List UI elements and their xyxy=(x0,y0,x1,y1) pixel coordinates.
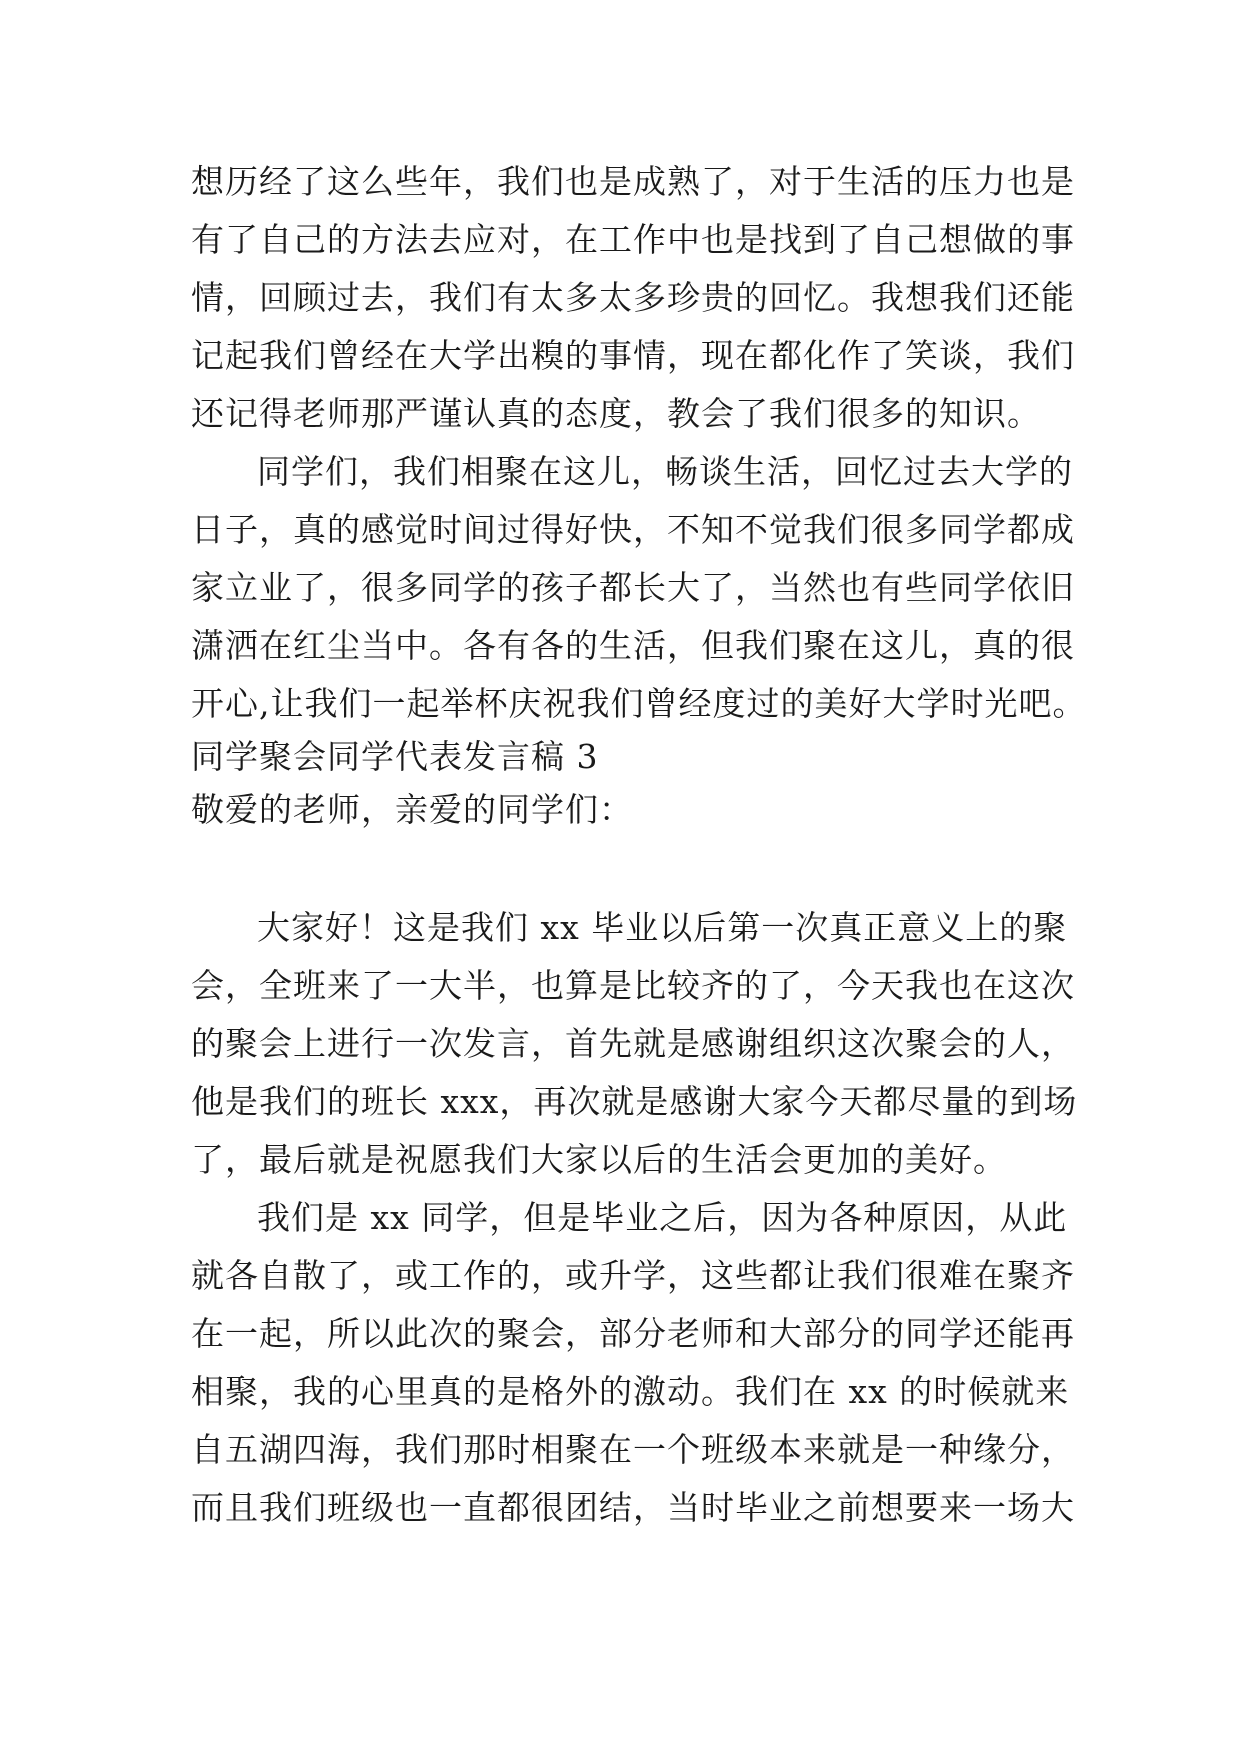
paragraph-line: 想历经了这么些年，我们也是成熟了，对于生活的压力也是 xyxy=(191,162,1075,201)
paragraph-line: 大家好！这是我们 xx 毕业以后第一次真正意义上的聚 xyxy=(257,908,1068,947)
paragraph-line: 自五湖四海，我们那时相聚在一个班级本来就是一种缘分， xyxy=(191,1430,1075,1469)
paragraph-line: 还记得老师那严谨认真的态度，教会了我们很多的知识。 xyxy=(191,394,1041,433)
paragraph-line: 日子，真的感觉时间过得好快，不知不觉我们很多同学都成 xyxy=(191,510,1075,549)
paragraph-line: 有了自己的方法去应对，在工作中也是找到了自己想做的事 xyxy=(191,220,1075,259)
paragraph-line: 家立业了，很多同学的孩子都长大了，当然也有些同学依旧 xyxy=(191,568,1075,607)
paragraph-line: 他是我们的班长 xxx，再次就是感谢大家今天都尽量的到场 xyxy=(191,1082,1078,1121)
salutation: 敬爱的老师，亲爱的同学们： xyxy=(191,790,633,829)
paragraph-line: 就各自散了，或工作的，或升学，这些都让我们很难在聚齐 xyxy=(191,1256,1075,1295)
paragraph-line: 记起我们曾经在大学出糗的事情，现在都化作了笑谈，我们 xyxy=(191,336,1075,375)
paragraph-line: 开心,让我们一起举杯庆祝我们曾经度过的美好大学时光吧。 xyxy=(191,684,1087,723)
paragraph-line: 潇洒在红尘当中。各有各的生活，但我们聚在这儿，真的很 xyxy=(191,626,1075,665)
section-heading: 同学聚会同学代表发言稿 3 xyxy=(191,737,599,776)
paragraph-line: 相聚，我的心里真的是格外的激动。我们在 xx 的时候就来 xyxy=(191,1372,1070,1411)
paragraph-line: 会，全班来了一大半，也算是比较齐的了，今天我也在这次 xyxy=(191,966,1075,1005)
paragraph-line: 情，回顾过去，我们有太多太多珍贵的回忆。我想我们还能 xyxy=(191,278,1075,317)
paragraph-line: 了，最后就是祝愿我们大家以后的生活会更加的美好。 xyxy=(191,1140,1007,1179)
paragraph-line: 在一起，所以此次的聚会，部分老师和大部分的同学还能再 xyxy=(191,1314,1075,1353)
paragraph-line: 的聚会上进行一次发言，首先就是感谢组织这次聚会的人， xyxy=(191,1024,1075,1063)
paragraph-line: 而且我们班级也一直都很团结，当时毕业之前想要来一场大 xyxy=(191,1488,1075,1527)
paragraph-line: 我们是 xx 同学，但是毕业之后，因为各种原因，从此 xyxy=(257,1198,1068,1237)
paragraph-line: 同学们，我们相聚在这儿，畅谈生活，回忆过去大学的 xyxy=(257,452,1073,491)
